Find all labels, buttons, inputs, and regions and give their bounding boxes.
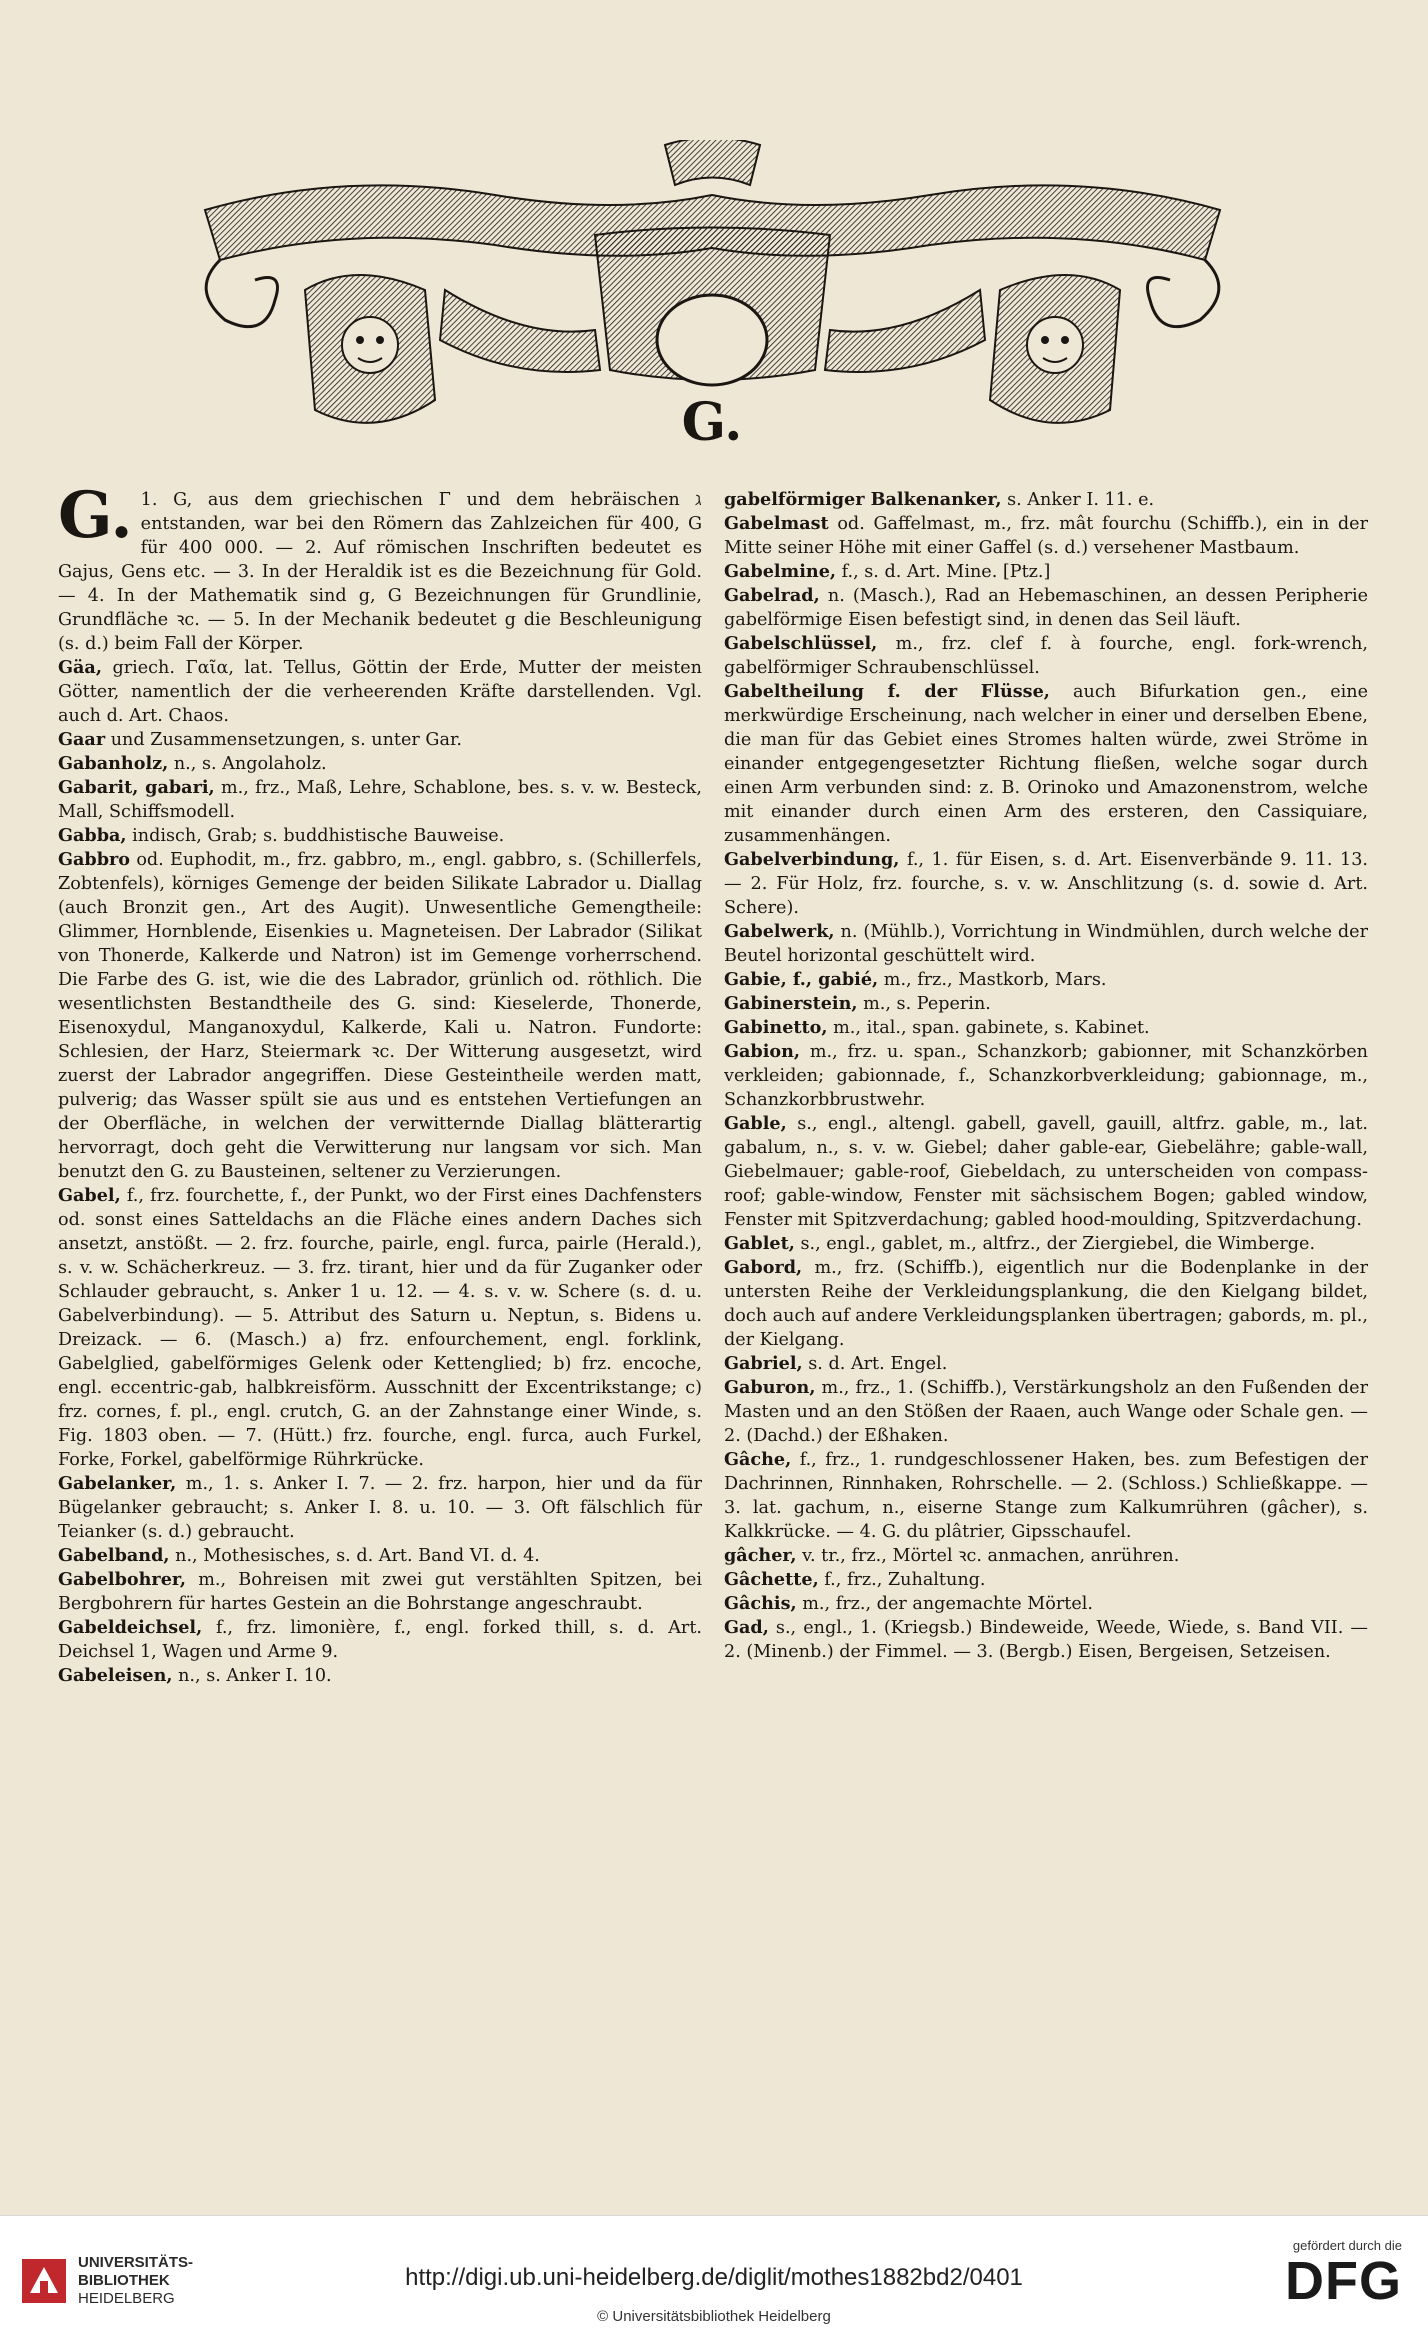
dictionary-entry	[724, 584, 1368, 632]
left-column	[58, 488, 702, 2178]
entry-body: auch Bifurkation gen., eine merkwürdige Erscheinung, nach welcher in einer und derselben Ebene, die man für das Gebiet eines Stromes halten würde, zwei Ströme in einander entgegengesetzter Richtung fließen, welche sogar durch einen Arm verbunden sind: z. B. Orinoko und Amazonenstrom, welche mit einander durch einen Arm des ersteren, den Cassiquiare, zusammenhängen.	[724, 682, 1368, 846]
entry-headword: Gabelverbindung,	[724, 849, 900, 870]
section-letter: G.	[681, 392, 743, 453]
entry-headword: Gabelband,	[58, 1545, 170, 1566]
entry-body: m., frz., 1. (Schiffb.), Verstärkungsholz an den Fußenden der Masten und an den Stößen der Raaen, auch Wange oder Schale gen. — 2. (Dachd.) der Eßhaken.	[724, 1378, 1368, 1446]
entry-headword: Gabeltheilung f. der Flüsse,	[724, 681, 1050, 702]
entry-body: 1. G, aus dem griechischen Γ und dem hebräischen ℷ entstanden, war bei den Römern das Zahlzeichen für 400, G für 400 000. — 2. Auf römischen Inschriften bedeutet es Gajus, Gens etc. — 3. In der Heraldik ist es die Bezeichnung für Gold. — 4. In der Mathematik sind g, G Bezeichnungen für Grundlinie, Grundfläche ꝛc. — 5. In der Mechanik bedeutet g die Beschleunigung (s. d.) beim Fall der Körper.	[58, 490, 702, 654]
entry-headword: Gabelmine,	[724, 561, 837, 582]
entry-headword: Gabelrad,	[724, 585, 820, 606]
entry-body: m., s. Peperin.	[863, 994, 991, 1014]
entry-headword: Gabba,	[58, 825, 127, 846]
entry-body: m., ital., span. gabinete, s. Kabinet.	[833, 1018, 1150, 1038]
entry-headword: gabelförmiger Balkenanker,	[724, 489, 1002, 510]
dictionary-entry	[724, 968, 1368, 992]
dictionary-entry	[58, 728, 702, 752]
right-column	[724, 488, 1368, 2178]
entry-headword: Gable,	[724, 1113, 787, 1134]
entry-body: m., frz. clef f. à fourche, engl. fork-wrench, gabelförmiger Schraubenschlüssel.	[724, 634, 1368, 678]
left-mask	[305, 275, 435, 423]
entry-headword: Gabion,	[724, 1041, 801, 1062]
entry-headword: Gabelanker,	[58, 1473, 177, 1494]
entry-body: m., frz. (Schiffb.), eigentlich nur die Bodenplanke in der untersten Reihe der Verkleidungsplankung, die den Kielgang bildet, doch auch auf andere Verkleidungsplanken übertragen; gabords, m. pl., der Kielgang.	[724, 1258, 1368, 1350]
dictionary-entry	[724, 1040, 1368, 1112]
dictionary-entry	[724, 512, 1368, 560]
dictionary-entry	[58, 1472, 702, 1544]
entry-body: v. tr., frz., Mörtel ꝛc. anmachen, anrühren.	[802, 1546, 1180, 1566]
dictionary-entry	[724, 992, 1368, 1016]
dictionary-entry	[58, 1184, 702, 1472]
entry-body: od. Euphodit, m., frz. gabbro, m., engl. gabbro, s. (Schillerfels, Zobtenfels), körniges Gemenge der beiden Silikate Labrador u. Diallag (auch Bronzit gen., Art des Augit). Unwesentliche Gemengtheile: Glimmer, Hornblende, Eisenkies u. Magneteisen. Der Labrador (Silikat von Thonerde, Kalkerde und Natron) ist im Gemenge vorherrschend. Die Farbe des G. ist, wie die des Labrador, grünlich od. röthlich. Die wesentlichsten Bestandtheile des G. sind: Kieselerde, Thonerde, Eisenoxydul, Manganoxydul, Kalkerde, Kali u. Natron. Fundorte: Schlesien, der Harz, Steiermark ꝛc. Der Witterung ausgesetzt, wird zuerst der Labrador angegriffen. Diese Gesteintheile werden matt, pulverig; das Wasser spült sie aus und es entstehen Vertiefungen an der Oberfläche, in welchen der verwitternde Diallag blätterartig hervorragt, doch geht die Verwitterung nur langsam vor sich. Man benutzt den G. zu Bausteinen, seltener zu Verzierungen.	[58, 850, 702, 1182]
dictionary-entry	[724, 1376, 1368, 1448]
entry-headword: Gabriel,	[724, 1353, 803, 1374]
entry-body: m., 1. s. Anker I. 7. — 2. frz. harpon, hier und da für Bügelanker gebraucht; s. Anker I. 8. u. 10. — 3. Oft fälschlich für Teianker (s. d.) gebraucht.	[58, 1474, 702, 1542]
dictionary-entry	[58, 848, 702, 1184]
dictionary-entry	[58, 1616, 702, 1664]
funding-label: gefördert durch die	[1292, 2238, 1402, 2253]
entry-headword: Gabbro	[58, 849, 131, 870]
entry-body: f., 1. für Eisen, s. d. Art. Eisenverbände 9. 11. 13. — 2. Für Holz, frz. fourche, s. v. w. Anschlitzung (s. d. sowie d. Art. Schere).	[724, 850, 1368, 918]
entry-headword: Gabinerstein,	[724, 993, 858, 1014]
library-name-line3: HEIDELBERG	[78, 2290, 175, 2307]
entry-body: s., engl., altengl. gabell, gavell, gauill, altfrz. gable, m., lat. gabalum, n., s. v. w. Giebel; daher gable-ear, Giebelähre; gable-wall, Giebelmauer; gable-roof, Giebeldach, zu unterscheiden von compass-roof; gable-window, Fenster mit sächsischem Bogen; gabled window, Fenster mit Spitzverdachung; gabled hood-moulding, Spitzverdachung.	[724, 1114, 1368, 1230]
entry-headword: Gabelbohrer,	[58, 1569, 187, 1590]
entry-body: n., s. Angolaholz.	[173, 754, 327, 774]
dictionary-entry	[58, 1664, 702, 1688]
entry-body: s. Anker I. 11. e.	[1007, 490, 1155, 510]
drop-cap: G.	[58, 488, 133, 553]
entry-body: und Zusammensetzungen, s. unter Gar.	[110, 730, 463, 750]
dictionary-entry	[58, 752, 702, 776]
dictionary-entry	[724, 488, 1368, 512]
entry-headword: Gäa,	[58, 657, 102, 678]
dictionary-entry	[724, 1544, 1368, 1568]
dictionary-entry	[724, 1448, 1368, 1544]
library-name-line1: UNIVERSITÄTS-	[78, 2254, 194, 2271]
entry-headword: Gaburon,	[724, 1377, 816, 1398]
dictionary-entry	[724, 1016, 1368, 1040]
footer	[0, 2215, 1428, 2347]
dictionary-entry	[58, 656, 702, 728]
entry-headword: Gabel,	[58, 1185, 121, 1206]
dictionary-entry	[724, 1112, 1368, 1232]
dictionary-entry	[724, 680, 1368, 848]
entry-body: m., frz., Mastkorb, Mars.	[883, 970, 1107, 990]
dictionary-entry	[724, 1232, 1368, 1256]
entry-headword: Gabelschlüssel,	[724, 633, 878, 654]
entry-body: indisch, Grab; s. buddhistische Bauweise.	[132, 826, 505, 846]
entry-headword: Gabarit, gabari,	[58, 777, 215, 798]
entry-headword: Gablet,	[724, 1233, 795, 1254]
entry-body: m., frz., Maß, Lehre, Schablone, bes. s. v. w. Besteck, Mall, Schiffsmodell.	[58, 778, 702, 822]
entry-body: f., frz. fourchette, f., der Punkt, wo der First eines Dachfensters od. sonst eines Satteldachs an die Fläche eines andern Daches sich ansetzt, anstößt. — 2. frz. fourche, pairle, engl. furca, pairle (Herald.), s. v. w. Schächerkreuz. — 3. frz. tirant, hier und da für Zuganker oder Schlauder gebraucht, s. Anker 1 u. 12. — 4. s. v. w. Schere (s. d. u. Gabelverbindung). — 5. Attribut des Saturn u. Neptun, s. Bidens u. Dreizack. — 6. (Masch.) a) frz. enfourchement, engl. forklink, Gabelglied, gabelförmiges Gelenk oder Kettenglied; b) frz. encoche, engl. eccentric-gab, halbkreisförm. Ausschnitt der Excentrikstange; c) frz. cornes, f. pl., engl. crutch, G. an der Zahnstange einer Winde, s. Fig. 1803 oben. — 7. (Hütt.) frz. fourche, engl. furca, auch Furkel, Forke, Forkel, gabelförmige Rührkrücke.	[58, 1186, 702, 1470]
entry-headword: Gabord,	[724, 1257, 803, 1278]
dictionary-entry	[58, 488, 702, 656]
dfg-logo[interactable]	[1285, 2238, 1402, 2309]
dictionary-entry	[724, 1568, 1368, 1592]
dictionary-entry	[724, 1592, 1368, 1616]
entry-headword: Gabanholz,	[58, 753, 169, 774]
copyright-notice: © Universitätsbibliothek Heidelberg	[597, 2308, 831, 2325]
entry-headword: gâcher,	[724, 1545, 797, 1566]
entry-body: griech. Γαῖα, lat. Tellus, Göttin der Erde, Mutter der meisten Götter, namentlich der die verheerenden Kräfte darstellenden. Vgl. auch d. Art. Chaos.	[58, 658, 702, 726]
entry-body: n., Mothesisches, s. d. Art. Band VI. d. 4.	[175, 1546, 540, 1566]
dictionary-entry	[58, 1568, 702, 1616]
dictionary-text	[58, 488, 1368, 2178]
entry-body: m., Bohreisen mit zwei gut verstählten Spitzen, bei Bergbohrern für hartes Gestein an die Bohrstange angeschraubt.	[58, 1570, 702, 1614]
entry-headword: Gâchis,	[724, 1593, 797, 1614]
entry-body: n. (Masch.), Rad an Hebemaschinen, an dessen Peripherie gabelförmige Eisen befestigt sind, in denen das Seil läuft.	[724, 586, 1368, 630]
entry-headword: Gâche,	[724, 1449, 792, 1470]
entry-body: f., frz., 1. rundgeschlossener Haken, bes. zum Befestigen der Dachrinnen, Rinnhaken, Rohrschelle. — 2. (Schloss.) Schließkappe. — 3. lat. gachum, n., eiserne Stange zum Kalkumrühren (gâcher), s. Kalkkrücke. — 4. G. du plâtrier, Gipsschaufel.	[724, 1450, 1368, 1542]
entry-headword: Gabelwerk,	[724, 921, 835, 942]
dictionary-entry	[724, 1616, 1368, 1664]
entry-body: f., s. d. Art. Mine. [Ptz.]	[841, 562, 1051, 582]
dictionary-entry	[724, 632, 1368, 680]
library-name-line2: BIBLIOTHEK	[78, 2272, 170, 2289]
entry-headword: Gâchette,	[724, 1569, 819, 1590]
entry-body: s., engl., 1. (Kriegsb.) Bindeweide, Weede, Wiede, s. Band VII. — 2. (Minenb.) der Fimmel. — 3. (Bergb.) Eisen, Bergeisen, Setzeisen.	[724, 1618, 1368, 1662]
entry-body: f., frz. limonière, f., engl. forked thill, s. d. Art. Deichsel 1, Wagen und Arme 9.	[58, 1618, 702, 1662]
entry-headword: Gabinetto,	[724, 1017, 828, 1038]
entry-body: n., s. Anker I. 10.	[178, 1666, 332, 1686]
entry-headword: Gaar	[58, 729, 106, 750]
dictionary-entry	[724, 1352, 1368, 1376]
dictionary-entry	[724, 1256, 1368, 1352]
entry-headword: Gabie, f., gabié,	[724, 969, 879, 990]
entry-headword: Gabelmast	[724, 513, 829, 534]
right-mask	[990, 275, 1120, 423]
entry-body: f., frz., Zuhaltung.	[824, 1570, 986, 1590]
entry-body: m., frz., der angemachte Mörtel.	[802, 1594, 1094, 1614]
entry-body: s., engl., gablet, m., altfrz., der Ziergiebel, die Wimberge.	[800, 1234, 1316, 1254]
entry-body: s. d. Art. Engel.	[808, 1354, 948, 1374]
dictionary-entry	[724, 848, 1368, 920]
dictionary-entry	[724, 560, 1368, 584]
header-ornament	[195, 140, 1230, 470]
dictionary-entry	[58, 824, 702, 848]
entry-headword: Gabeleisen,	[58, 1665, 173, 1686]
entry-body: n. (Mühlb.), Vorrichtung in Windmühlen, durch welche der Beutel horizontal geschüttelt wird.	[724, 922, 1368, 966]
dictionary-entry	[58, 776, 702, 824]
dfg-wordmark: DFG	[1285, 2251, 1402, 2311]
entry-body: m., frz. u. span., Schanzkorb; gabionner, mit Schanzkörben verkleiden; gabionnade, f., Schanzkorbverkleidung; gabionnage, m., Schanzkorbbrustwehr.	[724, 1042, 1368, 1110]
dictionary-entry	[724, 920, 1368, 968]
entry-headword: Gad,	[724, 1617, 769, 1638]
entry-body: od. Gaffelmast, m., frz. mât fourchu (Schiffb.), ein in der Mitte seiner Höhe mit einer Gaffel (s. d.) versehener Mastbaum.	[724, 514, 1368, 558]
dictionary-entry	[58, 1544, 702, 1568]
permalink[interactable]: http://digi.ub.uni-heidelberg.de/diglit/mothes1882bd2/0401	[405, 2264, 1023, 2291]
entry-headword: Gabeldeichsel,	[58, 1617, 203, 1638]
